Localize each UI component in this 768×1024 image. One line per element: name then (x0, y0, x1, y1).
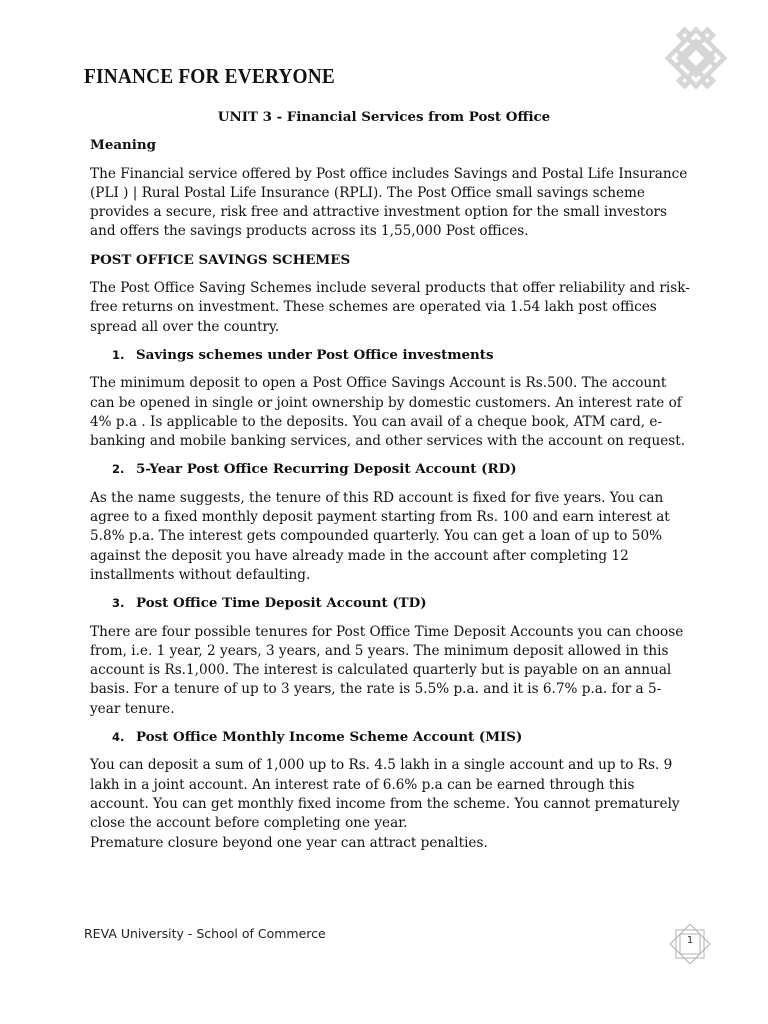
scheme-paragraph-4: You can deposit a sum of 1,000 up to Rs. 4.5 lakh in a single account and up to Rs. 9 lakh in a joint account. An interest rate of 6.6% p.a can be earned through this account. You can get monthly fixed income from the scheme. You cannot prematurely close the account before completing one year. (90, 757, 680, 832)
page-number: 1 (686, 935, 694, 946)
scheme-paragraph-3: There are four possible tenures for Post Office Time Deposit Accounts you can choose from, i.e. 1 year, 2 years, 3 years, and 5 years. The minimum deposit allowed in this account is Rs.1,000. The interest is calculated quarterly but is payable on an annual basis. For a tenure of up to 3 years, the rate is 5.5% p.a. and it is 6.7% p.a. for a 5-year tenure. (90, 623, 684, 717)
meaning-heading: Meaning (90, 137, 156, 154)
document-title: FINANCE FOR EVERYONE (84, 64, 335, 88)
scheme-heading-2 (90, 460, 690, 479)
unit-heading: UNIT 3 - Financial Services from Post Office (217, 109, 551, 125)
scheme-heading-4 (90, 728, 690, 747)
list-heading: Savings schemes under Post Office investments (136, 346, 494, 363)
scheme-heading-3 (90, 594, 690, 613)
endless-knot-icon (658, 20, 734, 96)
scheme-paragraph-1: The minimum deposit to open a Post Office Savings Account is Rs.500. The account can be opened in single or joint ownership by domestic customers. An interest rate of 4% p.a . Is applicable to the deposits. You can avail of a cheque book, ATM card, e-banking and mobile banking services, and other services with the account on request. (90, 375, 686, 450)
list-number: 4. (112, 730, 125, 745)
schemes-paragraph: The Post Office Saving Schemes include several products that offer reliability and risk-free returns on investment. These schemes are operated via 1.54 lakh post offices spread all over the country. (90, 280, 690, 335)
list-number: 2. (112, 462, 125, 477)
footer-institution: REVA University - School of Commerce (84, 926, 326, 941)
document-body (90, 108, 690, 862)
scheme-paragraph-2: As the name suggests, the tenure of this RD account is fixed for five years. You can agree to a fixed monthly deposit payment starting from Rs. 100 and earn interest at 5.8% p.a. The interest gets compounded quarterly. You can get a loan of up to 50% against the deposit you have already made in the account after completing 12 installments without defaulting. (90, 489, 670, 583)
list-number: 3. (112, 596, 125, 611)
list-heading: Post Office Time Deposit Account (TD) (136, 595, 427, 612)
page-number-badge (668, 922, 712, 966)
list-heading: 5-Year Post Office Recurring Deposit Account (RD) (136, 461, 517, 478)
meaning-paragraph: The Financial service offered by Post office includes Savings and Postal Life Insurance (PLI ) | Rural Postal Life Insurance (RPLI). The Post Office small savings scheme provides a secure, risk free and attractive investment option for the small investors and offers the savings products across its 1,55,000 Post offices. (90, 165, 688, 240)
schemes-heading: POST OFFICE SAVINGS SCHEMES (90, 251, 351, 268)
scheme-paragraph-4-note: Premature closure beyond one year can attract penalties. (90, 834, 488, 851)
list-number: 1. (112, 347, 125, 362)
scheme-heading-1 (90, 346, 690, 365)
list-heading: Post Office Monthly Income Scheme Account (MIS) (136, 729, 523, 746)
